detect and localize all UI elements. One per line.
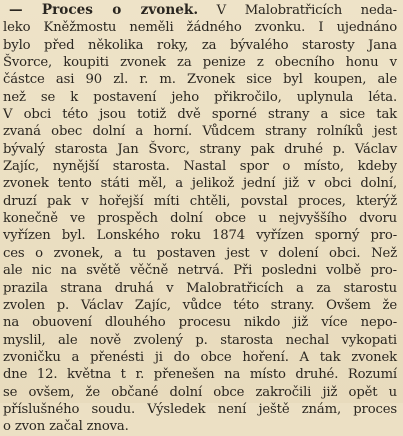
article-line: ale nic na světě věčně netrvá. Při posledni volbě pro- [3, 263, 397, 279]
article-line: než se k postavení jeho přikročilo, uplynula léta. [3, 89, 397, 105]
article-line: konečně ve prospěch dolní obce u nejvyššího dvoru [3, 211, 397, 227]
article-line: zvoničku a přenésti ji do obce hoření. A tak zvonek [3, 349, 397, 365]
article-line: prazila strana druhá v Malobratřicích a za starostu [3, 280, 397, 296]
article-line: se ovšem, že občané dolní obce zakročili již opět u [3, 384, 397, 400]
article-title: — Proces o zvonek. [9, 2, 199, 18]
article-line: částce asi 90 zl. r. m. Zvonek sice byl koupen, ale [3, 72, 397, 88]
article-line: dne 12. května t r. přenešen na místo druhé. Rozumí [3, 367, 397, 383]
article-line: vyřízen byl. Lonského roku 1874 vyřízen sporný pro- [3, 228, 397, 244]
article-text: V Malobratřicích neda- [198, 3, 397, 18]
article-line: bývalý starosta Jan Švorc, strany pak druhé p. Václav [3, 141, 397, 157]
article-line: V obci této jsou totiž dvě sporné strany a sice tak [3, 107, 397, 123]
article-line-last: o zvon začal znova. [3, 419, 129, 435]
article-line-1 [3, 2, 397, 19]
article-line: zvolen p. Václav Zajíc, vůdce této strany. Ovšem že [3, 297, 397, 313]
article-line: myslil, ale nově zvolený p. starosta nechal vykopati [3, 332, 397, 348]
article-line: ces o zvonek, a tu postaven jest v dolení obci. Než [3, 245, 397, 261]
article-line: na obuovení dlouhého procesu nikdo již více nepo- [3, 315, 397, 331]
article-line: zvaná obec dolní a horní. Vůdcem strany rolníků jest [3, 124, 397, 140]
article-line: příslušného soudu. Výsledek není ještě znám, proces [3, 401, 397, 417]
article-line: Švorce, koupiti zvonek za penize z obecního honu v [3, 55, 397, 71]
article-line: druzí pak v hořejší míti chtěli, povstal proces, kterýž [3, 193, 397, 209]
article-line: zvonek tento státi měl, a jelikož jední již v obci dolní, [3, 176, 397, 192]
article-line: bylo před několika roky, za bývalého starosty Jana [3, 37, 397, 53]
article-line: leko Kněžmostu neměli žádného zvonku. I ujednáno [3, 20, 397, 36]
article-line: Zajíc, nynější starosta. Nastal spor o místo, kdeby [3, 159, 397, 175]
